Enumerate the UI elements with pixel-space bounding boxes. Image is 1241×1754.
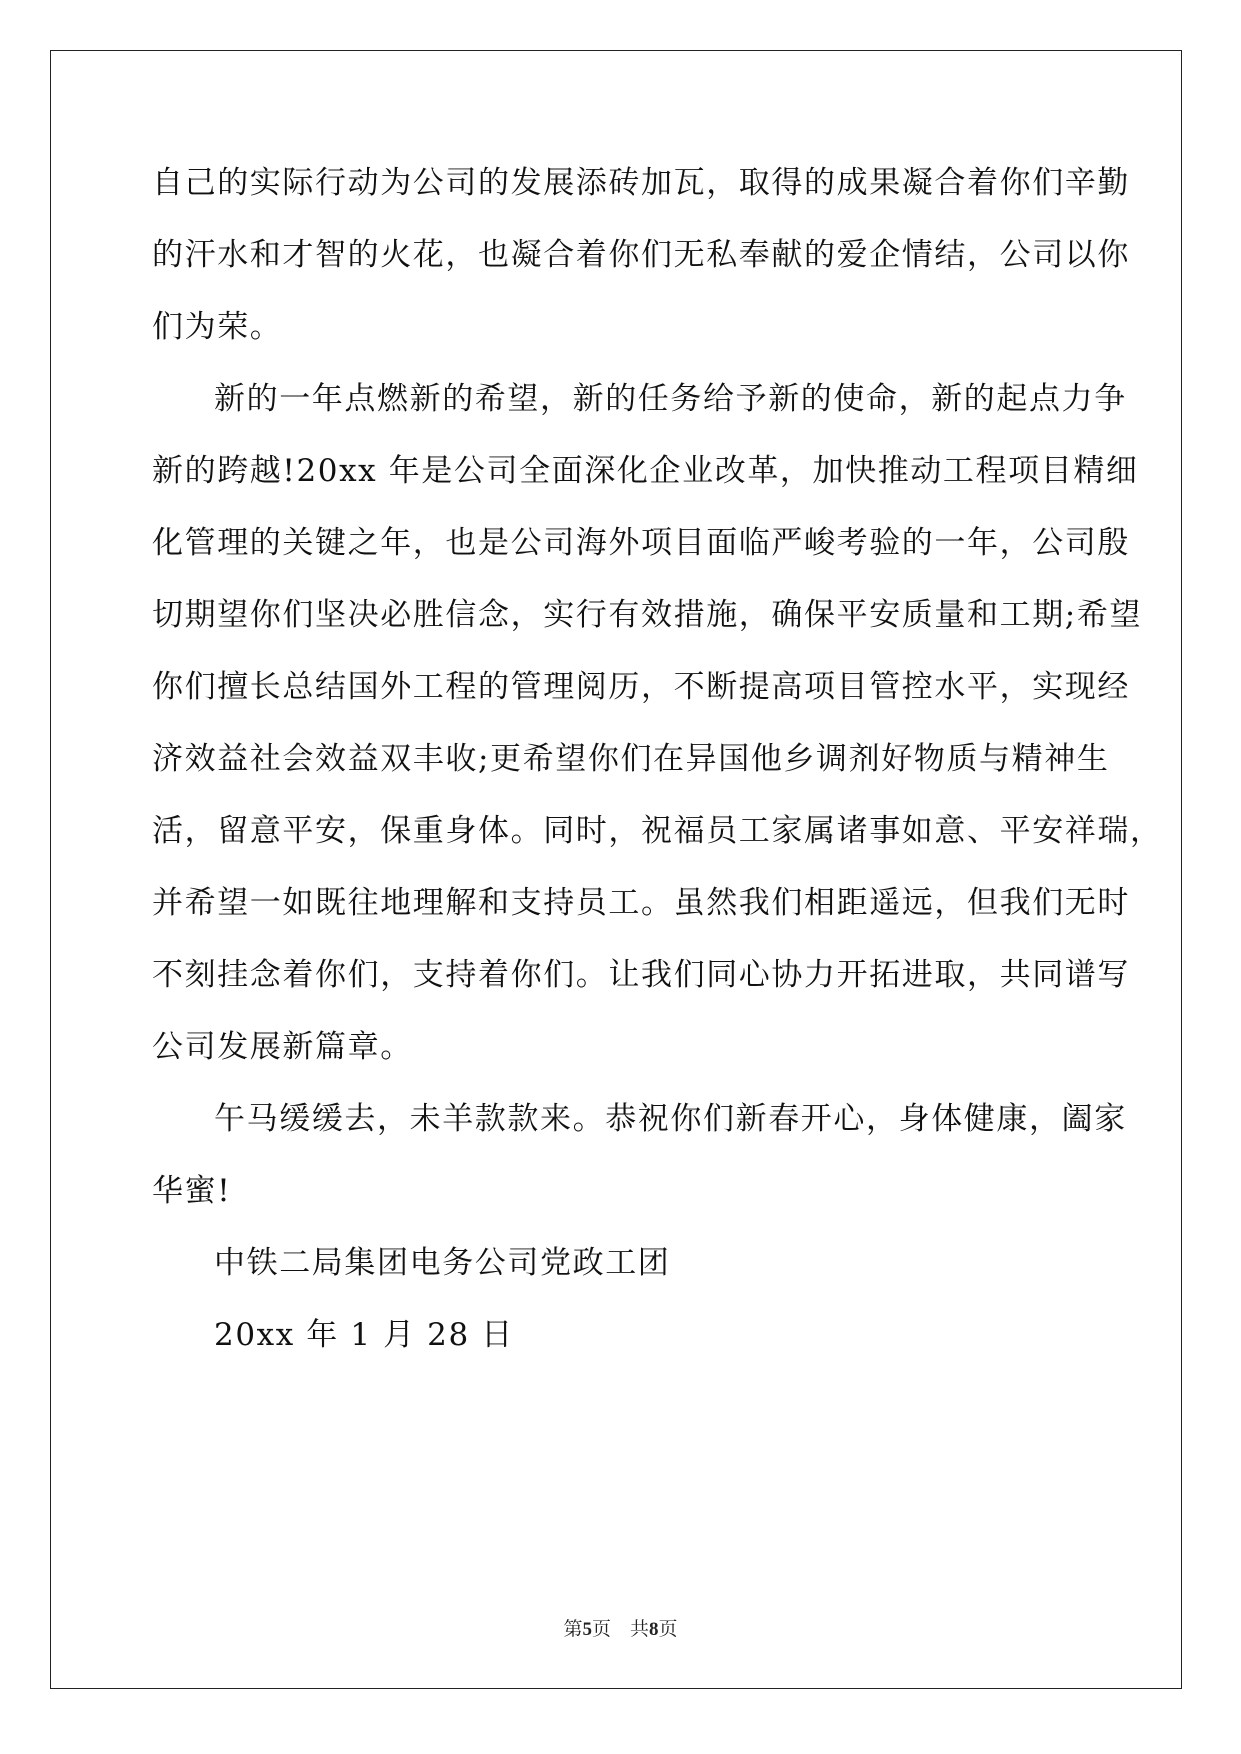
page-border: [50, 50, 1182, 1689]
total-page-count: 8: [649, 1619, 659, 1640]
footer-suffix: 页: [658, 1618, 678, 1640]
footer-prefix: 第: [563, 1618, 583, 1640]
text-line: 并希望一如既往地理解和支持员工。虽然我们相距遥远，但我们无时: [152, 885, 1130, 921]
current-page-number: 5: [582, 1619, 592, 1640]
text-line: 济效益社会效益双丰收;更希望你们在异国他乡调剂好物质与精神生: [152, 741, 1110, 777]
paragraph-start-line: 新的一年点燃新的希望，新的任务给予新的使命，新的起点力争: [214, 381, 1127, 417]
text-line: 不刻挂念着你们，支持着你们。让我们同心协力开拓进取，共同谱写: [152, 957, 1130, 993]
page-number-footer: [0, 1617, 1241, 1642]
signature-organization: 中铁二局集团电务公司党政工团: [214, 1245, 671, 1281]
text-line: 华蜜!: [152, 1173, 232, 1209]
text-line: 新的跨越!20xx 年是公司全面深化企业改革，加快推动工程项目精细: [152, 453, 1139, 489]
text-line: 切期望你们坚决必胜信念，实行有效措施，确保平安质量和工期;希望: [152, 597, 1143, 633]
signature-date: 20xx 年 1 月 28 日: [214, 1317, 514, 1353]
text-line: 活，留意平安，保重身体。同时，祝福员工家属诸事如意、平安祥瑞，: [152, 813, 1163, 849]
text-line: 们为荣。: [152, 309, 283, 345]
text-line: 公司发展新篇章。: [152, 1029, 413, 1065]
text-line: 自己的实际行动为公司的发展添砖加瓦，取得的成果凝合着你们辛勤: [152, 165, 1130, 201]
text-line: 化管理的关键之年，也是公司海外项目面临严峻考验的一年，公司殷: [152, 525, 1130, 561]
paragraph-start-line: 午马缓缓去，未羊款款来。恭祝你们新春开心，身体健康，阖家: [214, 1101, 1127, 1137]
text-line: 的汗水和才智的火花，也凝合着你们无私奉献的爱企情结，公司以你: [152, 237, 1130, 273]
footer-mid: 页 共: [591, 1618, 649, 1640]
text-line: 你们擅长总结国外工程的管理阅历，不断提高项目管控水平，实现经: [152, 669, 1130, 705]
